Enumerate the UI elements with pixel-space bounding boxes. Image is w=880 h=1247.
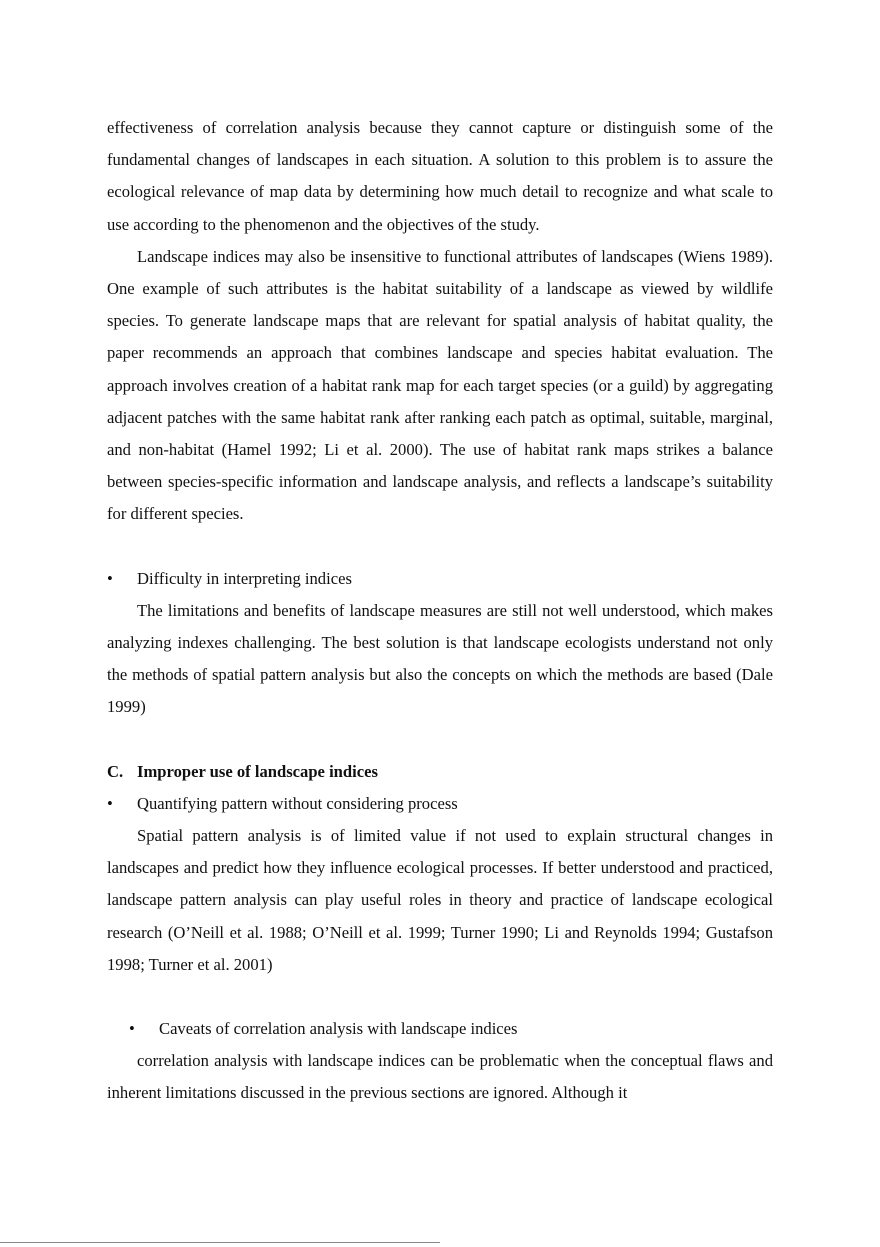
section-title: Improper use of landscape indices [137, 761, 378, 781]
paragraph-spatial-pattern: Spatial pattern analysis is of limited value if not used to explain structural changes in landscapes and predict how they influence ecological processes. If better understood and practiced, landscape pattern analysis can play useful roles in theory and practice of landscape ecological research (O’Neill et al. 1988; O’Neill et al. 1999; Turner 1990; Li and Reynolds 1994; Gustafson 1998; Turner et al. 2001) [107, 826, 773, 974]
paragraph-functional-attributes: Landscape indices may also be insensitive to functional attributes of landscapes (Wiens 1989). One example of such attributes is the habitat suitability of a landscape as viewed by wildlife species. To generate landscape maps that are relevant for spatial analysis of habitat quality, the paper recommends an approach that combines landscape and species habitat evaluation. The approach involves creation of a habitat rank map for each target species (or a guild) by aggregating adjacent patches with the same habitat rank after ranking each patch as optimal, suitable, marginal, and non-habitat (Hamel 1992; Li et al. 2000). The use of habitat rank maps strikes a balance between species-specific information and landscape analysis, and reflects a landscape’s suitability for different species. [107, 246, 773, 524]
section-heading [107, 756, 773, 788]
bullet-pattern-without-process [107, 788, 773, 820]
bullet-caveats [107, 1013, 773, 1045]
spacer [107, 981, 773, 1013]
bullet-icon: • [129, 1019, 135, 1039]
paragraph-limitations: The limitations and benefits of landscape measures are still not well understood, which makes analyzing indexes challenging. The best solution is that landscape ecologists understand not only the methods of spatial pattern analysis but also the concepts on which the methods are based (Dale 1999) [107, 600, 773, 717]
spacer [107, 531, 773, 563]
section-letter: C. [107, 761, 124, 781]
paragraph-correlation-effectiveness: effectiveness of correlation analysis because they cannot capture or distinguish some of the fundamental changes of landscapes in each situation. A solution to this problem is to assure the ecological relevance of map data by determining how much detail to recognize and what scale to use according to the phenomenon and the objectives of the study. [107, 118, 773, 234]
bullet-interpreting-indices [107, 563, 773, 595]
bullet-label: Difficulty in interpreting indices [137, 568, 352, 588]
footnote-rule [0, 1242, 440, 1243]
bullet-icon: • [107, 793, 113, 813]
bullet-label: Quantifying pattern without considering process [137, 793, 458, 813]
bullet-icon: • [107, 568, 113, 588]
spacer [107, 724, 773, 756]
document-body [107, 112, 773, 1110]
paragraph-caveats: correlation analysis with landscape indices can be problematic when the conceptual flaws and inherent limitations discussed in the previous sections are ignored. Although it [107, 1051, 773, 1103]
bullet-label: Caveats of correlation analysis with landscape indices [159, 1019, 518, 1039]
